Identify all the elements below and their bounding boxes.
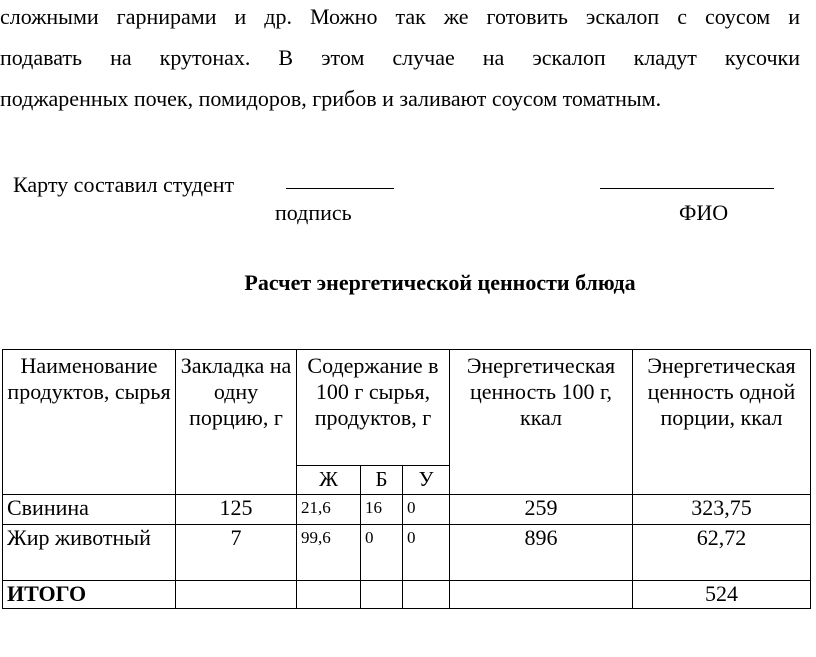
table-row [3, 495, 811, 525]
table-header-row [3, 350, 811, 466]
signature-caption: подпись [275, 200, 352, 225]
header-protein: Б [361, 466, 403, 495]
header-portion: Закладка на одну порцию, г [176, 350, 297, 495]
total-empty-cell [297, 581, 361, 609]
cell-carb: 0 [403, 495, 450, 525]
cell-energy-portion: 62,72 [633, 525, 811, 581]
header-energy-100g: Энергетическая ценность 100 г, ккал [450, 350, 633, 495]
total-label: ИТОГО [3, 581, 176, 609]
header-fat: Ж [297, 466, 361, 495]
total-empty-cell [450, 581, 633, 609]
cell-fat: 21,6 [297, 495, 361, 525]
table-row [3, 525, 811, 581]
section-title: Расчет энергетической ценности блюда [244, 270, 636, 295]
name-line [600, 188, 774, 189]
total-empty-cell [176, 581, 297, 609]
header-energy-portion: Энергетическая ценность одной порции, ккал [633, 350, 811, 495]
header-content: Содержание в 100 г сырья, продуктов, г [297, 350, 450, 466]
paragraph-line-1: сложными гарнирами и др. Можно так же готовить эскалоп с соусом и [0, 4, 800, 29]
signature-line [286, 188, 394, 189]
total-empty-cell [361, 581, 403, 609]
cell-carb: 0 [403, 525, 450, 581]
total-value: 524 [633, 581, 811, 609]
cell-fat: 99,6 [297, 525, 361, 581]
energy-value-table [2, 349, 811, 609]
header-product: Наименование продуктов, сырья [3, 350, 176, 495]
cell-protein: 16 [361, 495, 403, 525]
cell-product-name: Свинина [3, 495, 176, 525]
cell-product-name: Жир животный [3, 525, 176, 581]
paragraph-line-2: подавать на крутонах. В этом случае на эскалоп кладут кусочки [0, 45, 800, 70]
total-empty-cell [403, 581, 450, 609]
cell-energy-100g: 259 [450, 495, 633, 525]
paragraph-line-3: поджаренных почек, помидоров, грибов и заливают соусом томатным. [0, 86, 662, 111]
compiled-by-label: Карту составил студент [13, 172, 235, 197]
cell-protein: 0 [361, 525, 403, 581]
cell-portion: 7 [176, 525, 297, 581]
header-carb: У [403, 466, 450, 495]
cell-energy-100g: 896 [450, 525, 633, 581]
table-total-row [3, 581, 811, 609]
name-caption: ФИО [679, 200, 729, 225]
cell-portion: 125 [176, 495, 297, 525]
cell-energy-portion: 323,75 [633, 495, 811, 525]
